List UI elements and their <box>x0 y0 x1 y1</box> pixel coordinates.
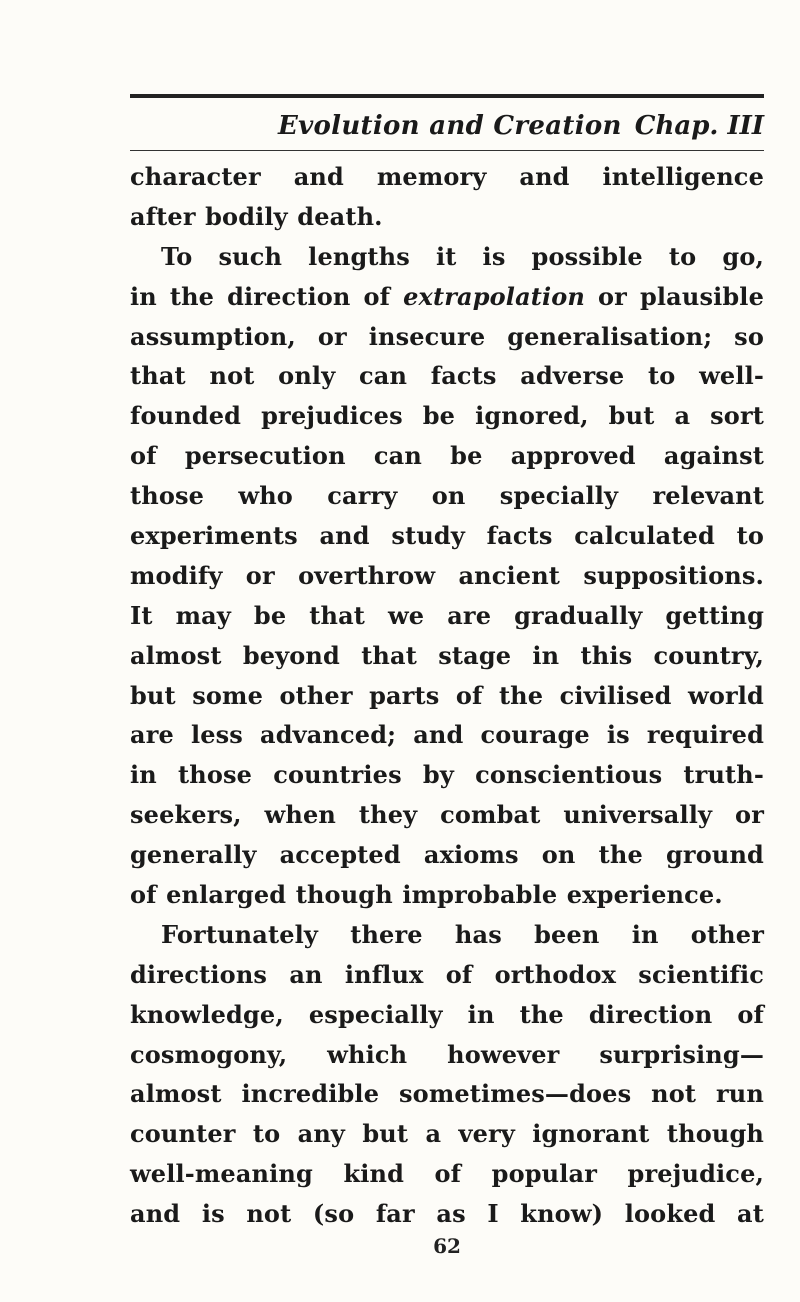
text-line: directions an influx of orthodox scientific <box>130 959 764 989</box>
text-line: knowledge, especially in the direction of <box>130 999 764 1029</box>
header-bottom-rule <box>130 150 764 151</box>
text-line: and is not (so far as I know) looked at <box>130 1199 764 1229</box>
text-line: well-meaning kind of popular prejudice, <box>130 1159 764 1189</box>
text-line: character and memory and intelligence <box>130 162 764 191</box>
text-line: To such lengths it is possible to go, <box>161 241 764 271</box>
running-head-title: Evolution and Creation <box>278 111 622 141</box>
text-line: It may be that we are gradually getting <box>130 600 764 630</box>
running-head-chapter: Chap. III <box>634 111 764 141</box>
body-text <box>130 157 764 1234</box>
text-line: founded prejudices be ignored, but a sort <box>130 401 764 431</box>
text-line: counter to any but a very ignorant though <box>130 1119 764 1149</box>
italic-term: extrapolation <box>403 281 586 311</box>
text-line: after bodily death. <box>130 201 383 231</box>
text-line: in those countries by conscientious truth- <box>130 760 764 790</box>
text-line: generally accepted axioms on the ground <box>130 840 764 870</box>
text-line: those who carry on specially relevant <box>130 481 764 511</box>
text-line: are less advanced; and courage is required <box>130 720 764 750</box>
text-line-end: or plausible <box>585 281 764 311</box>
page-number: 62 <box>433 1234 461 1258</box>
text-line: almost incredible sometimes—does not run <box>130 1079 764 1109</box>
text-line: experiments and study facts calculated to <box>130 521 764 551</box>
text-line: assumption, or insecure generalisation; so <box>130 321 764 351</box>
text-line <box>130 277 764 317</box>
text-line: almost beyond that stage in this country, <box>130 640 764 670</box>
header-top-rule <box>130 94 764 98</box>
text-line: cosmogony, which however surprising— <box>130 1039 764 1069</box>
text-line: seekers, when they combat universally or <box>130 800 764 830</box>
text-line: of enlarged though improbable experience. <box>130 880 723 910</box>
text-line: of persecution can be approved against <box>130 441 764 471</box>
text-line: modify or overthrow ancient suppositions. <box>130 560 764 590</box>
text-line: Fortunately there has been in other <box>161 919 764 949</box>
running-head <box>130 104 764 148</box>
text-line: but some other parts of the civilised world <box>130 680 764 710</box>
text-line-start: in the direction of <box>130 281 404 311</box>
text-line: that not only can facts adverse to well- <box>130 361 764 391</box>
